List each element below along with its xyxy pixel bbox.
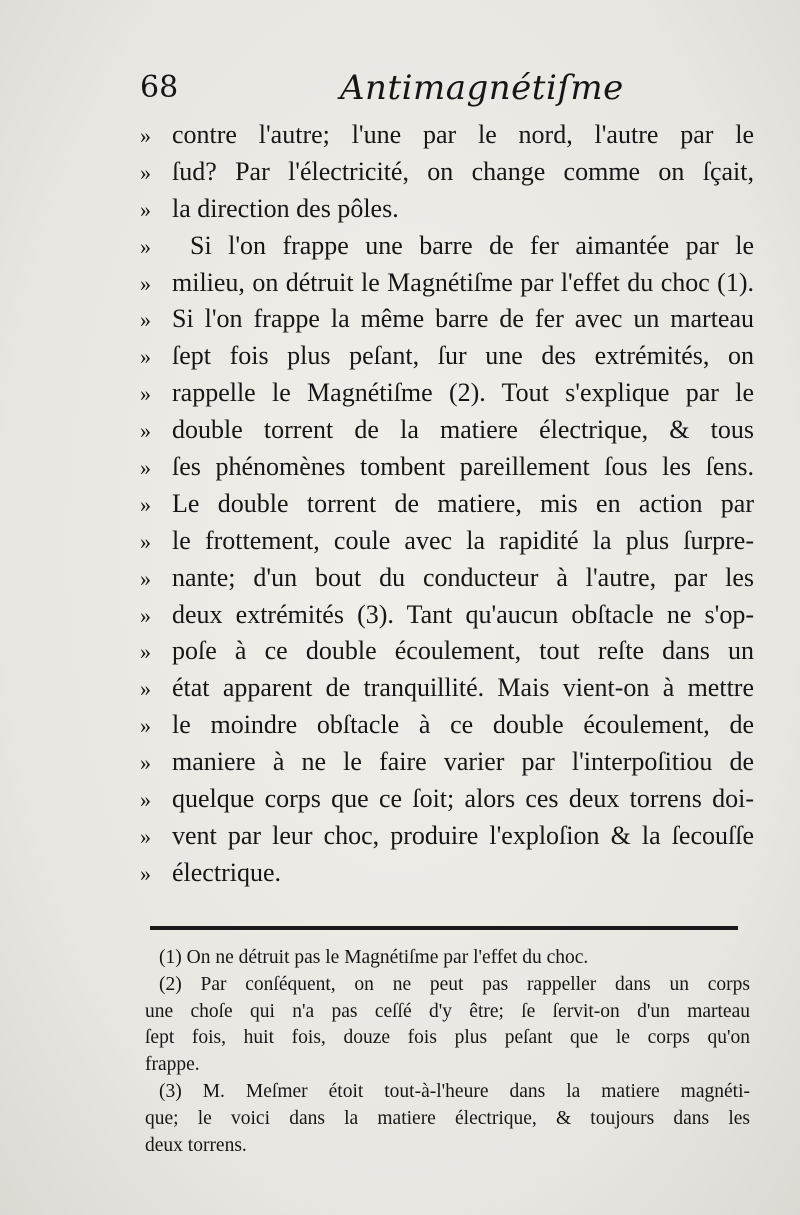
- footnote-line: une choſe qui n'a pas ceſſé d'y être; ſe ſervit-on d'un marteau: [145, 1000, 750, 1022]
- page-header: [140, 66, 760, 110]
- quote-mark: »: [140, 455, 151, 481]
- quote-mark: »: [140, 344, 151, 370]
- body-line: » contre l'autre; l'une par le nord, l'autre par le: [140, 117, 754, 154]
- footnote-line: que; le voici dans la matiere électrique, & toujours dans les: [145, 1107, 750, 1129]
- body-line: » milieu, on détruit le Magnétiſme par l'effet du choc (1).: [140, 265, 754, 302]
- body-line: » ſud? Par l'électricité, on change comme on ſçait,: [140, 154, 754, 191]
- quote-mark: »: [140, 159, 151, 185]
- quote-mark: »: [140, 750, 151, 776]
- body-line: » Si l'on frappe la même barre de fer avec un marteau: [140, 301, 754, 338]
- quote-mark: »: [140, 196, 151, 222]
- quote-mark: »: [140, 233, 151, 259]
- body-line: » double torrent de la matiere électrique, & tous: [140, 412, 754, 449]
- body-line: » vent par leur choc, produire l'exploſion & la ſecouſſe: [140, 818, 754, 855]
- quote-mark: »: [140, 491, 151, 517]
- body-line: » ſept fois plus peſant, ſur une des extrémités, on: [140, 338, 754, 375]
- quote-mark: »: [140, 565, 151, 591]
- quote-mark: »: [140, 123, 151, 148]
- body-line: » deux extrémités (3). Tant qu'aucun obſtacle ne s'op-: [140, 597, 754, 634]
- quote-mark: »: [140, 270, 151, 296]
- body-line: » le moindre obſtacle à ce double écoulement, de: [140, 707, 754, 744]
- body-line: » électrique.: [140, 855, 754, 892]
- body-line: » maniere à ne le faire varier par l'interpoſitiou de: [140, 744, 754, 781]
- body-line: » ſes phénomènes tombent pareillement ſous les ſens.: [140, 449, 754, 486]
- body-line: » Le double torrent de matiere, mis en action par: [140, 486, 754, 523]
- quote-mark: »: [140, 602, 151, 628]
- quote-mark: »: [140, 418, 151, 444]
- footnote-line: (2) Par conſéquent, on ne peut pas rappeller dans un corps: [159, 973, 750, 995]
- footnote-line: (3) M. Meſmer étoit tout-à-l'heure dans la matiere magnéti-: [159, 1080, 750, 1102]
- quote-mark: »: [140, 639, 151, 665]
- quote-mark: »: [140, 307, 151, 333]
- body-line: » le frottement, coule avec la rapidité la plus ſurpre-: [140, 523, 754, 560]
- body-line: » nante; d'un bout du conducteur à l'autre, par les: [140, 560, 754, 597]
- body-line: » rappelle le Magnétiſme (2). Tout s'explique par le: [140, 375, 754, 412]
- quote-mark: »: [140, 787, 151, 813]
- running-title: Antimagnétiſme: [340, 68, 624, 108]
- body-line: » quelque corps que ce ſoit; alors ces deux torrens doi-: [140, 781, 754, 818]
- body-line: » état apparent de tranquillité. Mais vient-on à mettre: [140, 670, 754, 707]
- footnote-line: deux torrens.: [145, 1134, 247, 1156]
- quote-mark: »: [140, 713, 151, 739]
- body-line: » Si l'on frappe une barre de fer aimantée par le: [140, 228, 754, 265]
- page-number: 68: [140, 70, 179, 105]
- quote-mark: »: [140, 528, 151, 554]
- footnote-divider: [150, 926, 738, 930]
- footnote-line: ſept fois, huit fois, douze fois plus peſant que le corps qu'on: [145, 1027, 750, 1049]
- quote-mark: »: [140, 676, 151, 702]
- quote-mark: »: [140, 381, 151, 407]
- quote-mark: »: [140, 860, 151, 886]
- footnote-line: (1) On ne détruit pas le Magnétiſme par l'effet du choc.: [159, 947, 589, 968]
- body-line: » la direction des pôles.: [140, 191, 754, 228]
- body-line: » poſe à ce double écoulement, tout reſte dans un: [140, 633, 754, 670]
- quote-mark: »: [140, 823, 151, 849]
- body-text: [140, 117, 754, 892]
- footnotes: [145, 945, 750, 1159]
- footnote-line: frappe.: [145, 1054, 200, 1076]
